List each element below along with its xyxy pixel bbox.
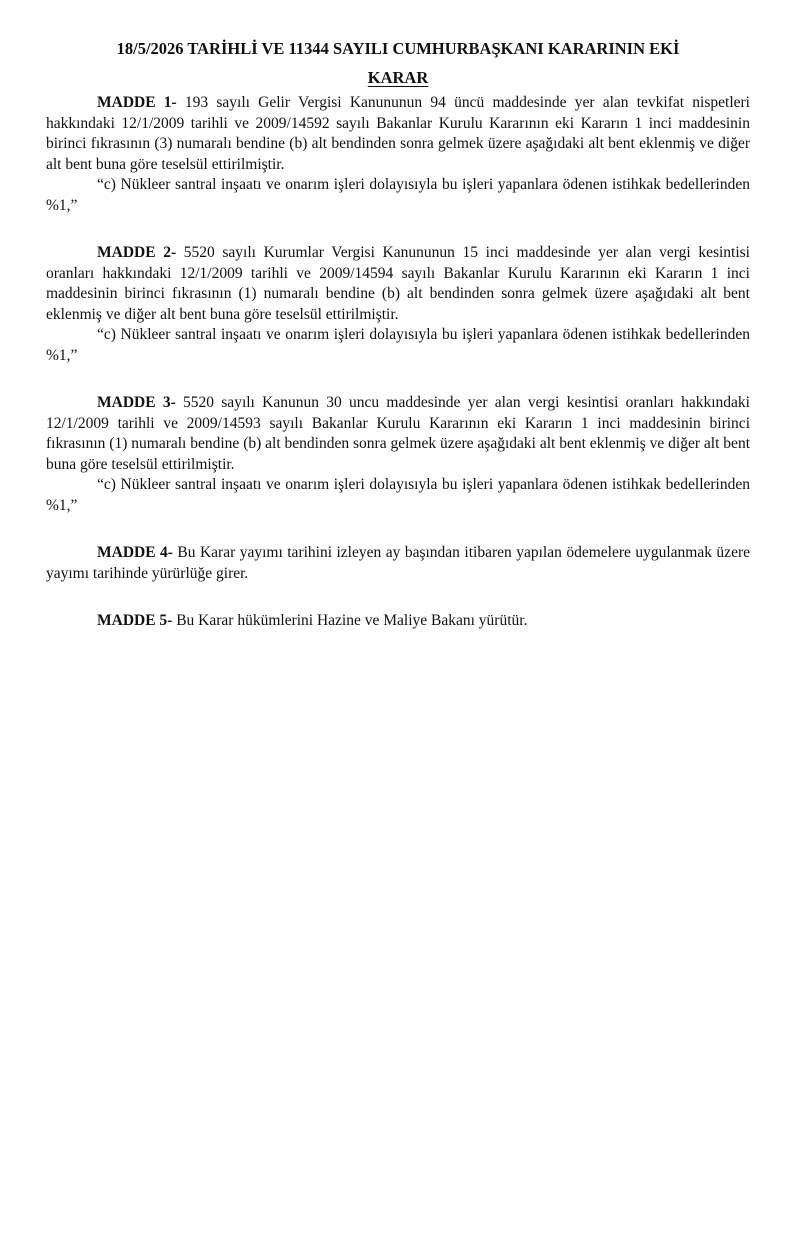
article-4-text: Bu Karar yayımı tarihini izleyen ay başından itibaren yapılan ödemelere uygulanmak üzere yayımı tarihinde yürürlüğe girer. — [46, 544, 750, 582]
article-3-label: MADDE 3- — [97, 394, 176, 411]
article-1-paragraph — [46, 93, 750, 175]
article-1-quote: “c) Nükleer santral inşaatı ve onarım işleri dolayısıyla bu işleri yapanlara ödenen istihkak bedellerinden %1,” — [46, 176, 750, 214]
article-1-label: MADDE 1- — [97, 94, 177, 111]
article-2-paragraph — [46, 243, 750, 325]
document-title — [46, 34, 750, 92]
article-4-label: MADDE 4- — [97, 544, 173, 561]
article-3-text: 5520 sayılı Kanunun 30 uncu maddesinde yer alan vergi kesintisi oranları hakkındaki 12/1/2009 tarihli ve 2009/14593 sayılı Bakanlar Kurulu Kararının eki Kararın 1 inci maddesinin birinci fıkrasının (1) numaralı bendine (b) alt bendinden sonra gelmek üzere aşağıdaki alt bent eklenmiş ve diğer alt bent buna göre teselsül ettirilmiştir. — [46, 394, 750, 473]
article-4 — [46, 543, 750, 584]
articles-container — [46, 93, 750, 632]
article-5-paragraph — [46, 611, 750, 632]
article-3-quote: “c) Nükleer santral inşaatı ve onarım işleri dolayısıyla bu işleri yapanlara ödenen istihkak bedellerinden %1,” — [46, 476, 750, 514]
document-page — [46, 34, 750, 659]
title-line-1: 18/5/2026 TARİHLİ VE 11344 SAYILI CUMHURBAŞKANI KARARININ EKİ — [116, 39, 680, 58]
article-4-paragraph — [46, 543, 750, 584]
title-line-2: KARAR — [367, 68, 429, 87]
article-5-label: MADDE 5- — [97, 612, 173, 629]
article-2-text: 5520 sayılı Kurumlar Vergisi Kanununun 15 inci maddesinde yer alan vergi kesintisi oranları hakkındaki 12/1/2009 tarihli ve 2009/14594 sayılı Bakanlar Kurulu Kararının eki Kararın 1 inci maddesinin birinci fıkrasının (1) numaralı bendine (b) alt bendinden sonra gelmek üzere aşağıdaki alt bent eklenmiş ve diğer alt bent buna göre teselsül ettirilmiştir. — [46, 244, 750, 323]
article-5 — [46, 611, 750, 632]
article-1 — [46, 93, 750, 216]
article-2 — [46, 243, 750, 366]
article-3 — [46, 393, 750, 516]
article-1-text: 193 sayılı Gelir Vergisi Kanununun 94 üncü maddesinde yer alan tevkifat nispetleri hakkındaki 12/1/2009 tarihli ve 2009/14592 sayılı Bakanlar Kurulu Kararının eki Kararın 1 inci maddesinin birinci fıkrasının (3) numaralı bendine (b) alt bendinden sonra gelmek üzere aşağıdaki alt bent eklenmiş ve diğer alt bent buna göre teselsül ettirilmiştir. — [46, 94, 750, 173]
article-3-paragraph — [46, 393, 750, 475]
article-5-text: Bu Karar hükümlerini Hazine ve Maliye Bakanı yürütür. — [172, 612, 528, 629]
article-2-label: MADDE 2- — [97, 244, 177, 261]
article-2-quote: “c) Nükleer santral inşaatı ve onarım işleri dolayısıyla bu işleri yapanlara ödenen istihkak bedellerinden %1,” — [46, 326, 750, 364]
